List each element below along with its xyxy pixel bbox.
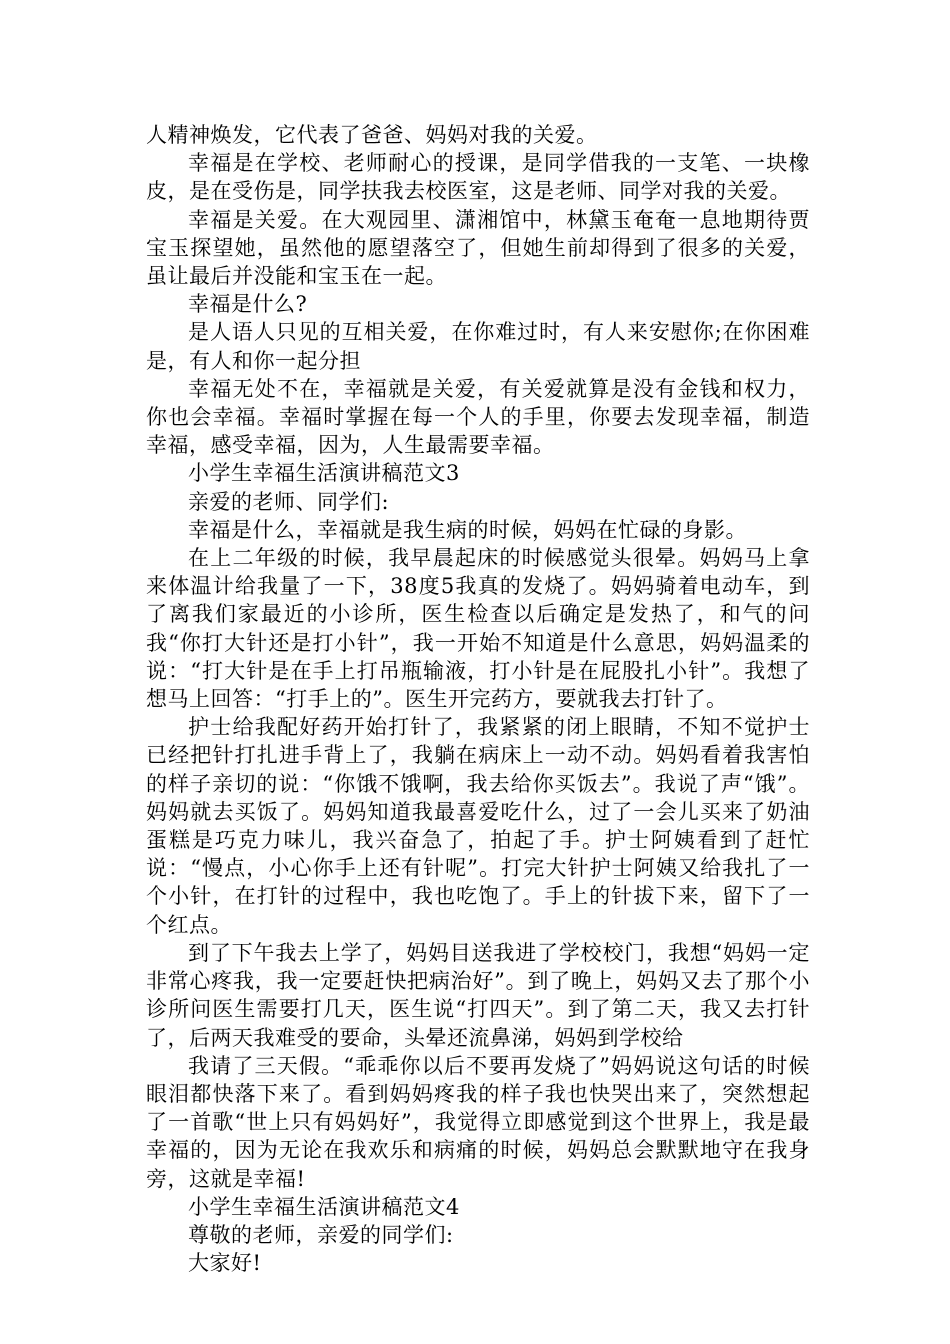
paragraph-2: 幸福是在学校、老师耐心的授课，是同学借我的一支笔、一块橡皮，是在受伤是，同学扶我去校医室，这是老师、同学对我的关爱。 (146, 151, 810, 204)
paragraph-4: 幸福是什么? (188, 292, 308, 317)
greeting: 大家好! (188, 1251, 262, 1276)
paragraph-1: 人精神焕发，它代表了爸爸、妈妈对我的关爱。 (146, 123, 598, 147)
section-heading-3: 小学生幸福生活演讲稿范文3 (188, 461, 460, 486)
paragraph-12: 到了下午我去上学了，妈妈目送我进了学校校门，我想“妈妈一定非常心疼我，我一定要赶快把病治好”。到了晚上，妈妈又去了那个小诊所问医生需要打几天，医生说“打四天”。到了第二天，我又去打针了，后两天我难受的要命，头晕还流鼻涕，妈妈到学校给 (146, 940, 810, 1050)
salutation-3: 亲爱的老师、同学们: (188, 489, 390, 514)
paragraph-11: 护士给我配好药开始打针了，我紧紧的闭上眼睛，不知不觉护士已经把针打扎进手背上了，我躺在病床上一动不动。妈妈看着我害怕的样子亲切的说：“你饿不饿啊，我去给你买饭去”。我说了声“饿”。妈妈就去买饭了。妈妈知道我最喜爱吃什么，过了一会儿买来了奶油蛋糕是巧克力味儿，我兴奋急了，拍起了手。护士阿姨看到了赶忙说：“慢点，小心你手上还有针呢”。打完大针护士阿姨又给我扎了一个小针，在打针的过程中，我也吃饱了。手上的针拔下来，留下了一个红点。 (146, 715, 810, 937)
section-heading-4: 小学生幸福生活演讲稿范文4 (188, 1194, 460, 1219)
document-page (146, 121, 810, 1277)
paragraph-3: 幸福是关爱。在大观园里、潇湘馆中，林黛玉奄奄一息地期待贾宝玉探望她，虽然他的愿望落空了，但她生前却得到了很多的关爱，虽让最后并没能和宝玉在一起。 (146, 207, 810, 289)
paragraph-5: 是人语人只见的互相关爱，在你难过时，有人来安慰你;在你困难是，有人和你一起分担 (146, 320, 810, 373)
paragraph-9: 幸福是什么，幸福就是我生病的时候，妈妈在忙碌的身影。 (188, 517, 747, 542)
paragraph-10: 在上二年级的时候，我早晨起床的时候感觉头很晕。妈妈马上拿来体温计给我量了一下，38度5我真的发烧了。妈妈骑着电动车，到了离我们家最近的小诊所，医生检查以后确定是发热了，和气的问我“你打大针还是打小针”，我一开始不知道是什么意思，妈妈温柔的说：“打大针是在手上打吊瓶输液，打小针是在屁股扎小针”。我想了想马上回答：“打手上的”。医生开完药方，要就我去打针了。 (146, 546, 810, 712)
paragraph-6: 幸福无处不在，幸福就是关爱，有关爱就算是没有金钱和权力，你也会幸福。幸福时掌握在每一个人的手里，你要去发现幸福，制造幸福，感受幸福，因为，人生最需要幸福。 (146, 376, 810, 458)
paragraph-13: 我请了三天假。“乖乖你以后不要再发烧了”妈妈说这句话的时候眼泪都快落下来了。看到妈妈疼我的样子我也快哭出来了，突然想起了一首歌“世上只有妈妈好”，我觉得立即感觉到这个世界上，我是最幸福的，因为无论在我欢乐和病痛的时候，妈妈总会默默地守在我身旁，这就是幸福! (146, 1053, 810, 1191)
salutation-4: 尊敬的老师，亲爱的同学们: (188, 1222, 454, 1247)
